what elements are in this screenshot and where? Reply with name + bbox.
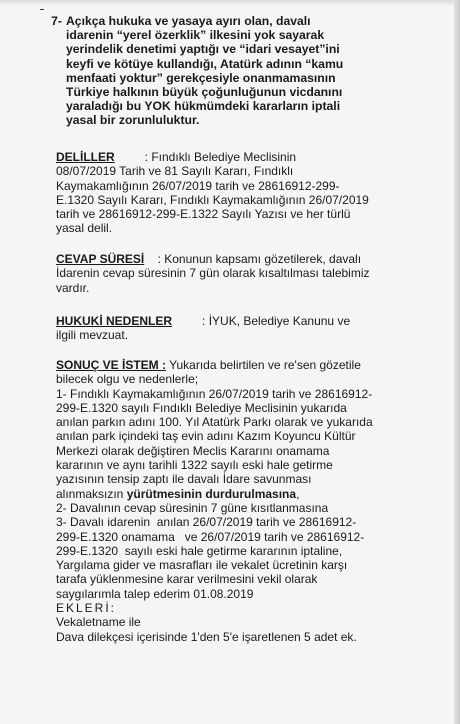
page-mark [40,9,44,10]
hukuki-nedenler-heading: HUKUKİ NEDENLER [56,314,173,328]
page-edge-shadow [454,0,460,724]
hukuki-nedenler-section [56,314,426,343]
item-7-line: idarenin “yerel özerklik” ilkesini yok sayarak [66,28,325,43]
ekler-line: Dava dilekçesi içerisinde 1'den 5'e işaretlenen 5 adet ek. [56,629,357,644]
deliller-section [56,150,426,236]
cevap-suresi-section [56,252,426,295]
cevap-suresi-line: vardır. [56,280,90,295]
sonuc-line: 299-E.1320 sayılı Fındıklı Belediye Meclisinin yukarıda [56,400,347,415]
sonuc-line: 3- Davalı idarenin anılan 26/07/2019 tarih ve 28616912- [56,515,357,530]
sonuc-ve-istem-section [56,358,426,644]
item-7-line: yerindelik denetimi yaptığı ve “idari vesayet”ini [66,42,340,57]
item-7-line: menfaati yoktur” gerekçesiyle onanmamasının [66,70,336,85]
deliller-line: tarih ve 28616912-299-E.1322 Sayılı Yazısı ve her türlü [56,207,351,222]
sonuc-line: yazısının tensip zaptı ile davalı İdare savunması [56,472,312,487]
yurutme-durdurma-emphasis: yürütmesinin durdurulmasına [126,486,297,501]
sonuc-bold-prefix: alınmaksızın [56,486,127,501]
sonuc-line: 299-E.1320 sayılı eski hale getirme kararının iptaline, [56,543,343,558]
deliller-line: yasal delil. [56,221,113,236]
ekler-line: Vekaletname ile [56,615,141,630]
sonuc-heading: SONUÇ VE İSTEM : [56,358,167,372]
deliller-intro: : Fındıklı Belediye Meclisinin [114,150,297,164]
deliller-line: E.1320 Sayılı Kararı, Fındıklı Kaymakamlığının 26/07/2019 [56,192,369,207]
item-7-line: Türkiye halkının büyük çoğunluğunun vicdanını [66,85,343,100]
cevap-suresi-intro: : Konunun kapsamı gözetilerek, davalı [144,252,362,266]
item-7-number: 7- [51,14,62,28]
ekler-heading: EKLERİ: [56,601,117,616]
hukuki-nedenler-intro: : İYUK, Belediye Kanunu ve [172,314,351,328]
sonuc-line: 1- Fındıklı Kaymakamlığının 26/07/2019 tarih ve 28616912- [56,386,373,401]
deliller-line: 08/07/2019 Tarih ve 81 Sayılı Kararı, Fındıklı [56,164,294,179]
sonuc-line: kararının ve aynı tarihli 1322 sayılı eski hale getirme [56,458,333,473]
item-7-line: keyfi ve kötüye kullandığı, Atatürk adının “kamu [66,56,344,71]
sonuc-line: 299-E.1320 onamama ve 26/07/2019 tarih ve 28616912- [56,529,365,544]
hukuki-nedenler-line: ilgili mevzuat. [56,328,129,343]
sonuc-line: anılan park içindeki taş evin adını Kazım Koyuncu Kültür [56,429,356,444]
page-top-shadow [0,0,460,6]
sonuc-line: 2- Davalının cevap süresinin 7 güne kısıtlanmasına [56,500,329,515]
sonuc-intro: Yukarıda belirtilen ve re'sen gözetile [166,358,361,372]
item-7-line: yasal bir zorunluluktur. [66,113,200,128]
sonuc-line: anılan parkın adını 100. Yıl Atatürk Parkı olarak ve yukarıda [56,415,373,430]
sonuc-line: Yargılama gider ve masrafları ile vekalet ücretinin karşı [56,558,348,573]
sonuc-bold-suffix: , [296,486,300,501]
sonuc-line: Merkezi olarak değiştiren Meclis Kararını onamama [56,443,330,458]
item-7-line: Açıkça hukuka ve yasaya ayırı olan, davalı [66,14,311,28]
item-7-paragraph [51,14,436,128]
sonuc-line: saygılarımla talep ederim 01.08.2019 [56,586,254,601]
deliller-heading: DELİLLER [56,150,115,164]
item-7-line: yaraladığı bu YOK hükmümdeki kararların iptali [66,99,341,114]
cevap-suresi-heading: CEVAP SÜRESİ [56,252,145,266]
sonuc-line: tarafa yüklenmesine karar verilmesini vekil olarak [56,572,318,587]
cevap-suresi-line: İdarenin cevap süresinin 7 gün olarak kısaltılması talebimiz [56,266,370,281]
deliller-line: Kaymakamlığının 26/07/2019 tarih ve 28616912-299- [56,178,340,193]
sonuc-line: bilecek olgu ve nedenlerle; [56,372,199,387]
